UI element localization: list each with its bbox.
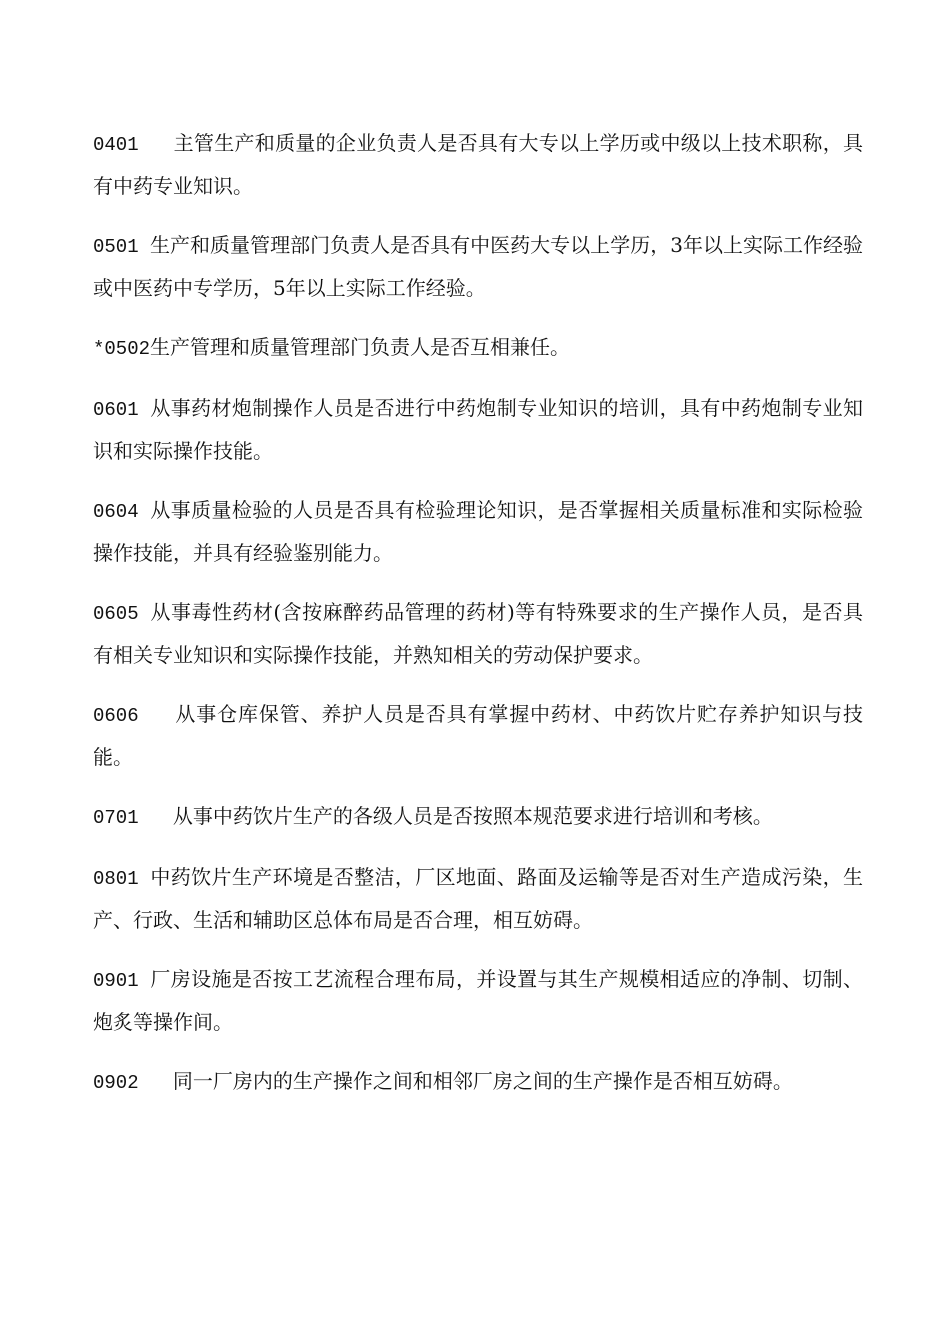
list-item <box>93 490 863 574</box>
item-text: 从事质量检验的人员是否具有检验理论知识，是否掌握相关质量标准和实际检验操作技能，并具有经验鉴别能力。 <box>93 498 864 565</box>
item-code: 0902 <box>93 1072 173 1094</box>
item-code: 0901 <box>93 970 151 992</box>
document-page <box>93 123 863 1122</box>
item-code: 0701 <box>93 807 173 829</box>
list-item <box>93 959 863 1043</box>
item-text: 从事中药饮片生产的各级人员是否按照本规范要求进行培训和考核。 <box>172 804 773 828</box>
list-item <box>93 225 863 309</box>
list-item <box>93 592 863 676</box>
item-text: 从事毒性药材(含按麻醉药品管理的药材)等有特殊要求的生产操作人员，是否具有相关专业知识和实际操作技能，并熟知相关的劳动保护要求。 <box>93 600 863 667</box>
item-code: *0502 <box>93 338 151 360</box>
item-text: 厂房设施是否按工艺流程合理布局，并设置与其生产规模相适应的净制、切制、炮炙等操作间。 <box>93 967 864 1034</box>
item-code: 0604 <box>93 501 151 523</box>
item-text: 中药饮片生产环境是否整洁，厂区地面、路面及运输等是否对生产造成污染，生产、行政、生活和辅助区总体布局是否合理，相互妨碍。 <box>93 865 864 932</box>
list-item <box>93 694 863 778</box>
item-code: 0501 <box>93 236 151 258</box>
item-code: 0605 <box>93 603 151 625</box>
item-text: 同一厂房内的生产操作之间和相邻厂房之间的生产操作是否相互妨碍。 <box>172 1069 793 1093</box>
list-item <box>93 857 863 941</box>
list-item <box>93 123 863 207</box>
item-text: 生产管理和质量管理部门负责人是否互相兼任。 <box>150 335 571 359</box>
list-item <box>93 1061 863 1104</box>
item-text: 从事药材炮制操作人员是否进行中药炮制专业知识的培训，具有中药炮制专业知识和实际操作技能。 <box>93 396 864 463</box>
list-item <box>93 796 863 839</box>
item-text: 从事仓库保管、养护人员是否具有掌握中药材、中药饮片贮存养护知识与技能。 <box>93 702 863 769</box>
item-text: 生产和质量管理部门负责人是否具有中医药大专以上学历，3年以上实际工作经验或中医药中专学历，5年以上实际工作经验。 <box>93 233 863 300</box>
item-code: 0401 <box>93 134 174 156</box>
list-item <box>93 388 863 472</box>
item-text: 主管生产和质量的企业负责人是否具有大专以上学历或中级以上技术职称，具有中药专业知识。 <box>93 131 863 198</box>
item-code: 0601 <box>93 399 151 421</box>
list-item <box>93 327 863 370</box>
item-code: 0801 <box>93 868 151 890</box>
item-code: 0606 <box>93 705 176 727</box>
